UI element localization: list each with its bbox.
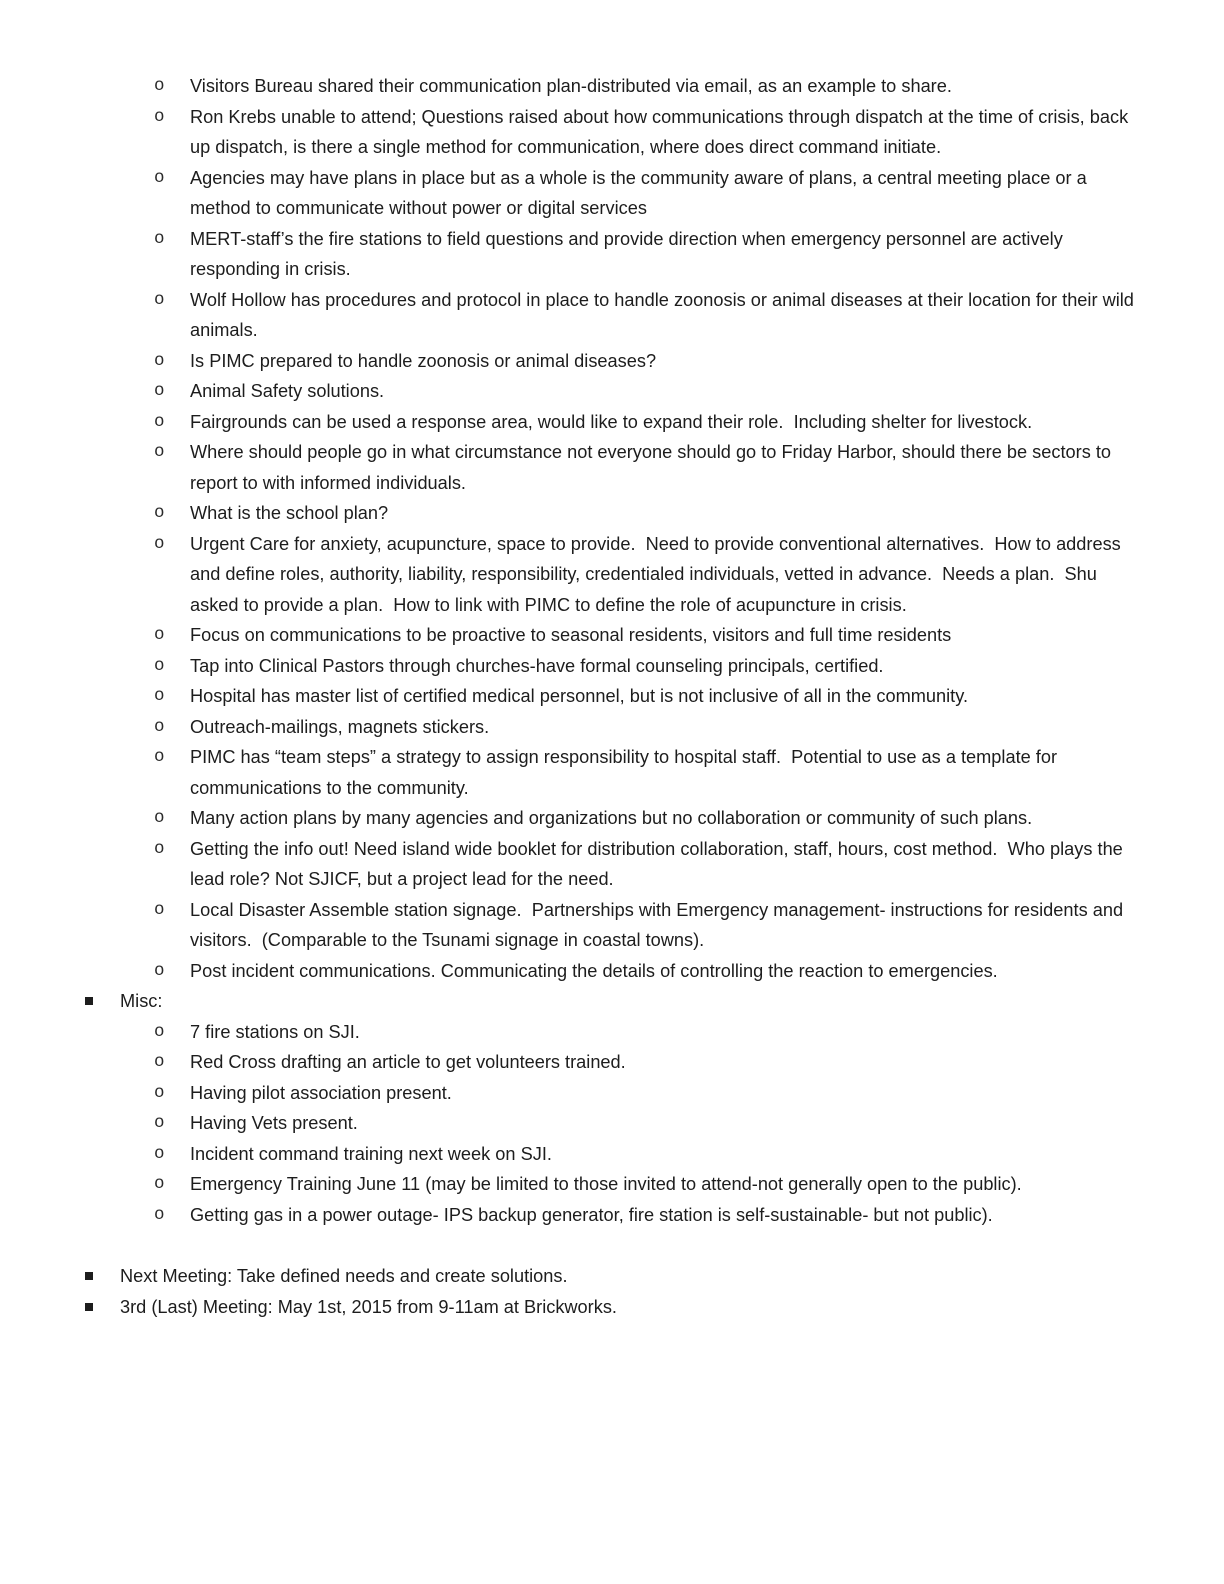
list-item xyxy=(0,620,1148,651)
list-item-text: Misc: xyxy=(120,991,163,1011)
list-item-text: Next Meeting: Take defined needs and create solutions. xyxy=(120,1266,568,1286)
list-item-text: Agencies may have plans in place but as a whole is the community aware of plans, a central meeting place or a method to communicate without power or digital services xyxy=(190,167,1092,218)
list-item-text: Is PIMC prepared to handle zoonosis or animal diseases? xyxy=(190,350,657,371)
list-item xyxy=(0,71,1148,102)
list-item xyxy=(0,712,1148,743)
bullet-square-icon xyxy=(85,997,93,1005)
bullet-circle-icon: o xyxy=(154,960,165,981)
list-item-text: Many action plans by many agencies and organizations but no collaboration or community of such plans. xyxy=(190,808,1033,828)
list-item-text: Visitors Bureau shared their communication plan-distributed via email, as an example to share. xyxy=(190,76,952,96)
bullet-circle-icon: o xyxy=(154,106,165,127)
bullet-square-icon xyxy=(85,1303,93,1311)
list-item-text: Getting the info out! Need island wide booklet for distribution collaboration, staff, hours, cost method. Who plays the lead role? Not SJICF, but a project lead for the need. xyxy=(190,838,1128,889)
list-item xyxy=(0,956,1148,987)
bullet-circle-icon: o xyxy=(154,686,165,706)
list-item xyxy=(0,1169,1148,1200)
list-item-text: PIMC has “team steps” a strategy to assign responsibility to hospital staff. Potential to use as a template for communications to the community. xyxy=(190,747,1063,798)
bullet-circle-icon: o xyxy=(154,228,165,249)
paragraph-spacer xyxy=(0,1230,1224,1261)
bullet-circle-icon: o xyxy=(154,625,165,645)
list-item xyxy=(0,1200,1148,1231)
bullet-circle-icon: o xyxy=(154,655,165,676)
list-item xyxy=(0,224,1148,285)
list-item-text: What is the school plan? xyxy=(190,503,389,523)
list-item-text: Urgent Care for anxiety, acupuncture, space to provide. Need to provide conventional alternatives. How to address and define roles, authority, liability, responsibility, credentialed individuals, vetted in advance. Needs a plan. Shu asked to provide a plan. How to link with PIMC to define the role of acupuncture in crisis. xyxy=(190,533,1126,615)
list-item-text: Emergency Training June 11 (may be limited to those invited to attend-not generally open to the public). xyxy=(190,1174,1022,1194)
list-item xyxy=(0,376,1148,407)
list-item-text: MERT-staff’s the fire stations to field questions and provide direction when emergency personnel are actively responding in crisis. xyxy=(190,228,1068,279)
bullet-circle-icon: o xyxy=(154,442,165,462)
list-item xyxy=(0,681,1148,712)
bullet-circle-icon: o xyxy=(154,533,165,554)
list-item-text: Having Vets present. xyxy=(190,1113,358,1133)
list-item xyxy=(0,407,1148,438)
bullet-circle-icon: o xyxy=(154,1113,165,1133)
bullet-circle-icon: o xyxy=(154,381,165,401)
list-item-text: Ron Krebs unable to attend; Questions raised about how communications through dispatch at the time of crisis, back up dispatch, is there a single method for communication, where does direct command initiate. xyxy=(190,106,1134,157)
list-item xyxy=(0,346,1148,377)
bullet-circle-icon: o xyxy=(154,747,165,767)
bullet-list xyxy=(0,71,1224,1322)
bullet-circle-icon: o xyxy=(154,350,165,371)
list-item-text: Hospital has master list of certified medical personnel, but is not inclusive of all in the community. xyxy=(190,686,969,706)
list-item-text: Having pilot association present. xyxy=(190,1082,452,1103)
bullet-circle-icon: o xyxy=(154,808,165,828)
list-item-text: Wolf Hollow has procedures and protocol in place to handle zoonosis or animal diseases at their location for their wild animals. xyxy=(190,289,1139,340)
list-item-text: Tap into Clinical Pastors through churches-have formal counseling principals, certified. xyxy=(190,655,884,676)
bullet-circle-icon: o xyxy=(154,1021,165,1042)
list-item xyxy=(0,437,1148,498)
bullet-circle-icon: o xyxy=(154,1052,165,1072)
bullet-circle-icon: o xyxy=(154,76,165,96)
list-item-text: Where should people go in what circumstance not everyone should go to Friday Harbor, should there be sectors to report to with informed individuals. xyxy=(190,442,1117,493)
list-item-text: Fairgrounds can be used a response area, would like to expand their role. Including shelter for livestock. xyxy=(190,411,1033,432)
bullet-circle-icon: o xyxy=(154,1082,165,1103)
list-item-text: Animal Safety solutions. xyxy=(190,381,385,401)
list-item xyxy=(0,895,1148,956)
bullet-circle-icon: o xyxy=(154,1204,165,1225)
list-item xyxy=(0,1047,1148,1078)
list-item-text: Post incident communications. Communicating the details of controlling the reaction to emergencies. xyxy=(190,960,998,981)
list-item xyxy=(0,498,1148,529)
list-item-text: Focus on communications to be proactive to seasonal residents, visitors and full time residents xyxy=(190,625,952,645)
list-item-text: Getting gas in a power outage- IPS backup generator, fire station is self-sustainable- but not public). xyxy=(190,1204,993,1225)
bullet-circle-icon: o xyxy=(154,503,165,523)
list-item-text: Outreach-mailings, magnets stickers. xyxy=(190,716,490,737)
list-item-text: 7 fire stations on SJI. xyxy=(190,1021,360,1042)
list-item xyxy=(0,102,1148,163)
list-item xyxy=(0,285,1148,346)
bullet-circle-icon: o xyxy=(154,1143,165,1164)
bullet-circle-icon: o xyxy=(154,838,165,859)
list-item xyxy=(0,1261,1155,1292)
list-item-text: Red Cross drafting an article to get volunteers trained. xyxy=(190,1052,626,1072)
list-item xyxy=(0,1139,1148,1170)
bullet-circle-icon: o xyxy=(154,411,165,432)
bullet-circle-icon: o xyxy=(154,716,165,737)
bullet-circle-icon: o xyxy=(154,1174,165,1194)
bullet-circle-icon: o xyxy=(154,167,165,188)
list-item-text: Incident command training next week on SJI. xyxy=(190,1143,552,1164)
bullet-circle-icon: o xyxy=(154,289,165,310)
list-item xyxy=(0,834,1148,895)
list-item xyxy=(0,651,1148,682)
list-item xyxy=(0,529,1148,621)
list-item xyxy=(0,1108,1148,1139)
bullet-circle-icon: o xyxy=(154,899,165,920)
list-item xyxy=(0,1017,1148,1048)
list-item-text: 3rd (Last) Meeting: May 1st, 2015 from 9-11am at Brickworks. xyxy=(120,1296,617,1317)
list-item xyxy=(0,1292,1155,1323)
list-item xyxy=(0,163,1148,224)
list-item-text: Local Disaster Assemble station signage. Partnerships with Emergency management- instructions for residents and visitors. (Comparable to the Tsunami signage in coastal towns). xyxy=(190,899,1129,950)
list-item xyxy=(0,986,1155,1017)
list-item xyxy=(0,803,1148,834)
list-item xyxy=(0,1078,1148,1109)
list-item xyxy=(0,742,1148,803)
bullet-square-icon xyxy=(85,1272,93,1280)
